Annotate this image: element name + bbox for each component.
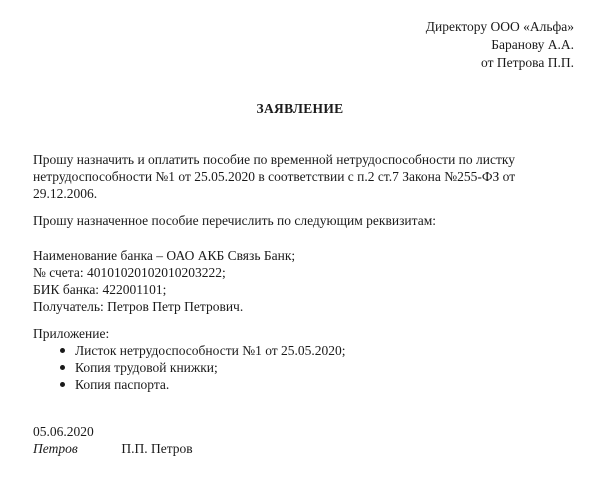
handwritten-signature: Петров — [33, 441, 78, 456]
attachments-list — [33, 342, 568, 393]
recipient-line: Получатель: Петров Петр Петрович. — [33, 299, 244, 314]
addressee-line-name: Баранову А.А. — [491, 37, 574, 52]
bullet-icon — [60, 365, 65, 370]
bank-name-line: Наименование банка – ОАО АКБ Связь Банк; — [33, 248, 296, 263]
bank-requisites — [33, 247, 568, 315]
attachment-item-label: Копия трудовой книжки; — [75, 360, 218, 375]
attachments-section — [33, 325, 568, 393]
attachment-item-label: Листок нетрудоспособности №1 от 25.05.2020; — [75, 343, 346, 358]
transfer-paragraph: Прошу назначенное пособие перечислить по следующим реквизитам: — [33, 213, 436, 228]
sender-line: от Петрова П.П. — [481, 55, 574, 70]
attachment-item-label: Копия паспорта. — [75, 377, 170, 392]
attachment-item — [33, 359, 568, 376]
signature-row — [33, 441, 193, 457]
attachments-heading: Приложение: — [33, 326, 110, 341]
bik-line: БИК банка: 422001101; — [33, 282, 167, 297]
request-paragraph: Прошу назначить и оплатить пособие по временной нетрудоспособности по листку нетрудоспособности №1 от 25.05.2020 в соответствии с п.2 ст.7 Закона №255-ФЗ от 29.12.2006. — [33, 152, 516, 201]
addressee-line-director: Директору ООО «Альфа» — [425, 19, 574, 34]
document-date: 05.06.2020 — [33, 424, 94, 439]
bullet-icon — [60, 348, 65, 353]
bullet-icon — [60, 382, 65, 387]
addressee-block — [426, 18, 574, 72]
document-title: ЗАЯВЛЕНИЕ — [256, 101, 344, 116]
account-number-line: № счета: 40101020102010203222; — [33, 265, 226, 280]
attachment-item — [33, 376, 568, 393]
attachment-item — [33, 342, 568, 359]
signer-name: П.П. Петров — [121, 441, 193, 456]
